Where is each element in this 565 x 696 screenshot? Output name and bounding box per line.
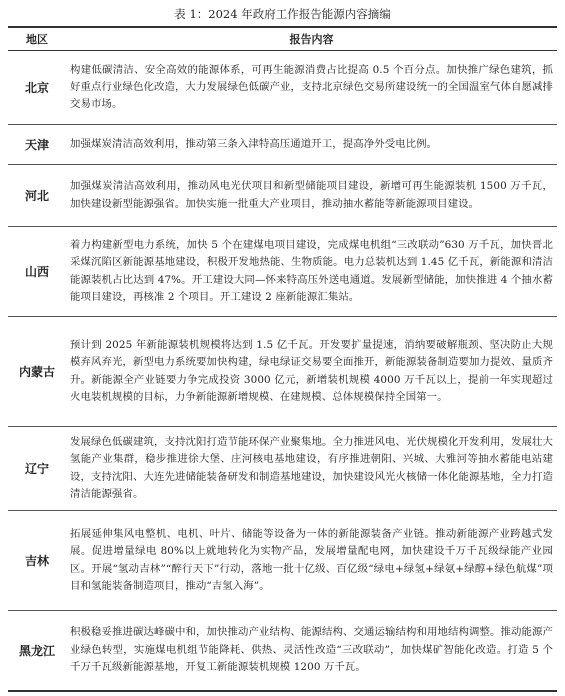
- content-cell: 积极稳妥推进碳达峰碳中和，加快推动产业结构、能源结构、交通运输结构和用地结构调整。推动能源产业绿色转型，实施煤电机组节能降耗、供热、灵活性改造“三改联动”，加快煤矿智能化改造。打造 5 个千万千瓦级新能源基地，开复工新能源装机规模 1200 万千瓦。: [66, 611, 557, 691]
- energy-report-table: [8, 26, 557, 692]
- table-row: [8, 227, 557, 317]
- region-cell: 黑龙江: [8, 611, 66, 691]
- table-row: [8, 611, 557, 691]
- region-cell: 辽宁: [8, 427, 66, 511]
- header-row: [8, 27, 557, 51]
- table-row: [8, 125, 557, 165]
- table-row: [8, 317, 557, 427]
- content-cell: 加强煤炭清洁高效利用，推动第三条入津特高压通道开工，提高净外受电比例。: [66, 125, 557, 165]
- region-cell: 内蒙古: [8, 317, 66, 427]
- content-cell: 发展绿色低碳建筑，支持沈阳打造节能环保产业聚集地。全力推进风电、光伏规模化开发利用，发展壮大氢能产业集群，稳步推进徐大堡、庄河核电基地建设，有序推进朝阳、兴城、大雅河等抽水蓄能电站建设，支持沈阳、大连先进储能装备研发和制造基地建设，加快建设风光火核储一体化能源基地，全力打造清洁能源强省。: [66, 427, 557, 511]
- header-region: 地区: [8, 27, 66, 51]
- content-cell: 构建低碳清洁、安全高效的能源体系，可再生能源消费占比提高 0.5 个百分点。加快推广绿色建筑，抓好重点行业绿色化改造，大力发展绿色低碳产业，支持北京绿色交易所建设统一的全国温室气体自愿减排交易市场。: [66, 51, 557, 125]
- table-row: [8, 165, 557, 227]
- content-cell: 预计到 2025 年新能源装机规模将达到 1.5 亿千瓦。开发要扩量提速，消纳要破解瓶颈、坚决防止大规模弃风弃光，新型电力系统要加快构建，绿电绿证交易要全面推开，新能源装备制造要加力提效、量质齐升。新能源全产业链要力争完成投资 3000 亿元，新增装机规模 4000 万千瓦以上，提前一年实现超过火电装机规模的目标，力争新能源新增规模、在建规模、总体规模保持全国第一。: [66, 317, 557, 427]
- table-body: [8, 51, 557, 691]
- content-cell: 加强煤炭清洁高效利用，推动风电光伏项目和新型储能项目建设，新增可再生能源装机 1500 万千瓦，加快建设新型能源强省。加快实施一批重大产业项目，推动抽水蓄能等新能源项目建设。: [66, 165, 557, 227]
- region-cell: 北京: [8, 51, 66, 125]
- table-caption: 表 1：2024 年政府工作报告能源内容摘编: [174, 7, 391, 21]
- table-header: [8, 27, 557, 51]
- table-row: [8, 427, 557, 511]
- header-content: 报告内容: [66, 27, 557, 51]
- content-cell: 着力构建新型电力系统，加快 5 个在建煤电项目建设，完成煤电机组“三改联动”630 万千瓦，加快晋北采煤沉陷区新能源基地建设，积极开发地热能、生物质能。电力总装机达到 1.45 亿千瓦，新能源和清洁能源装机占比达到 47%。开工建设大同—怀来特高压外送电通道。发展新型储能，加快推进 4 个抽水蓄能项目建设，再核准 2 个项目。开工建设 2 座新能源汇集站。: [66, 227, 557, 317]
- region-cell: 天津: [8, 125, 66, 165]
- table-row: [8, 511, 557, 611]
- region-cell: 吉林: [8, 511, 66, 611]
- content-cell: 拓展延伸集风电整机、电机、叶片、储能等设备为一体的新能源装备产业链。推动新能源产业跨越式发展。促进增量绿电 80%以上就地转化为实物产品，发展增量配电网，加快建设千万千瓦级绿能产业园区。开展“氢动吉林”“醉行天下”行动，落地一批十亿级、百亿级“绿电+绿氢+绿氨+绿醇+绿色航煤”项目和氢能装备制造项目，推动“吉氢入海”。: [66, 511, 557, 611]
- table-row: [8, 51, 557, 125]
- region-cell: 山西: [8, 227, 66, 317]
- region-cell: 河北: [8, 165, 66, 227]
